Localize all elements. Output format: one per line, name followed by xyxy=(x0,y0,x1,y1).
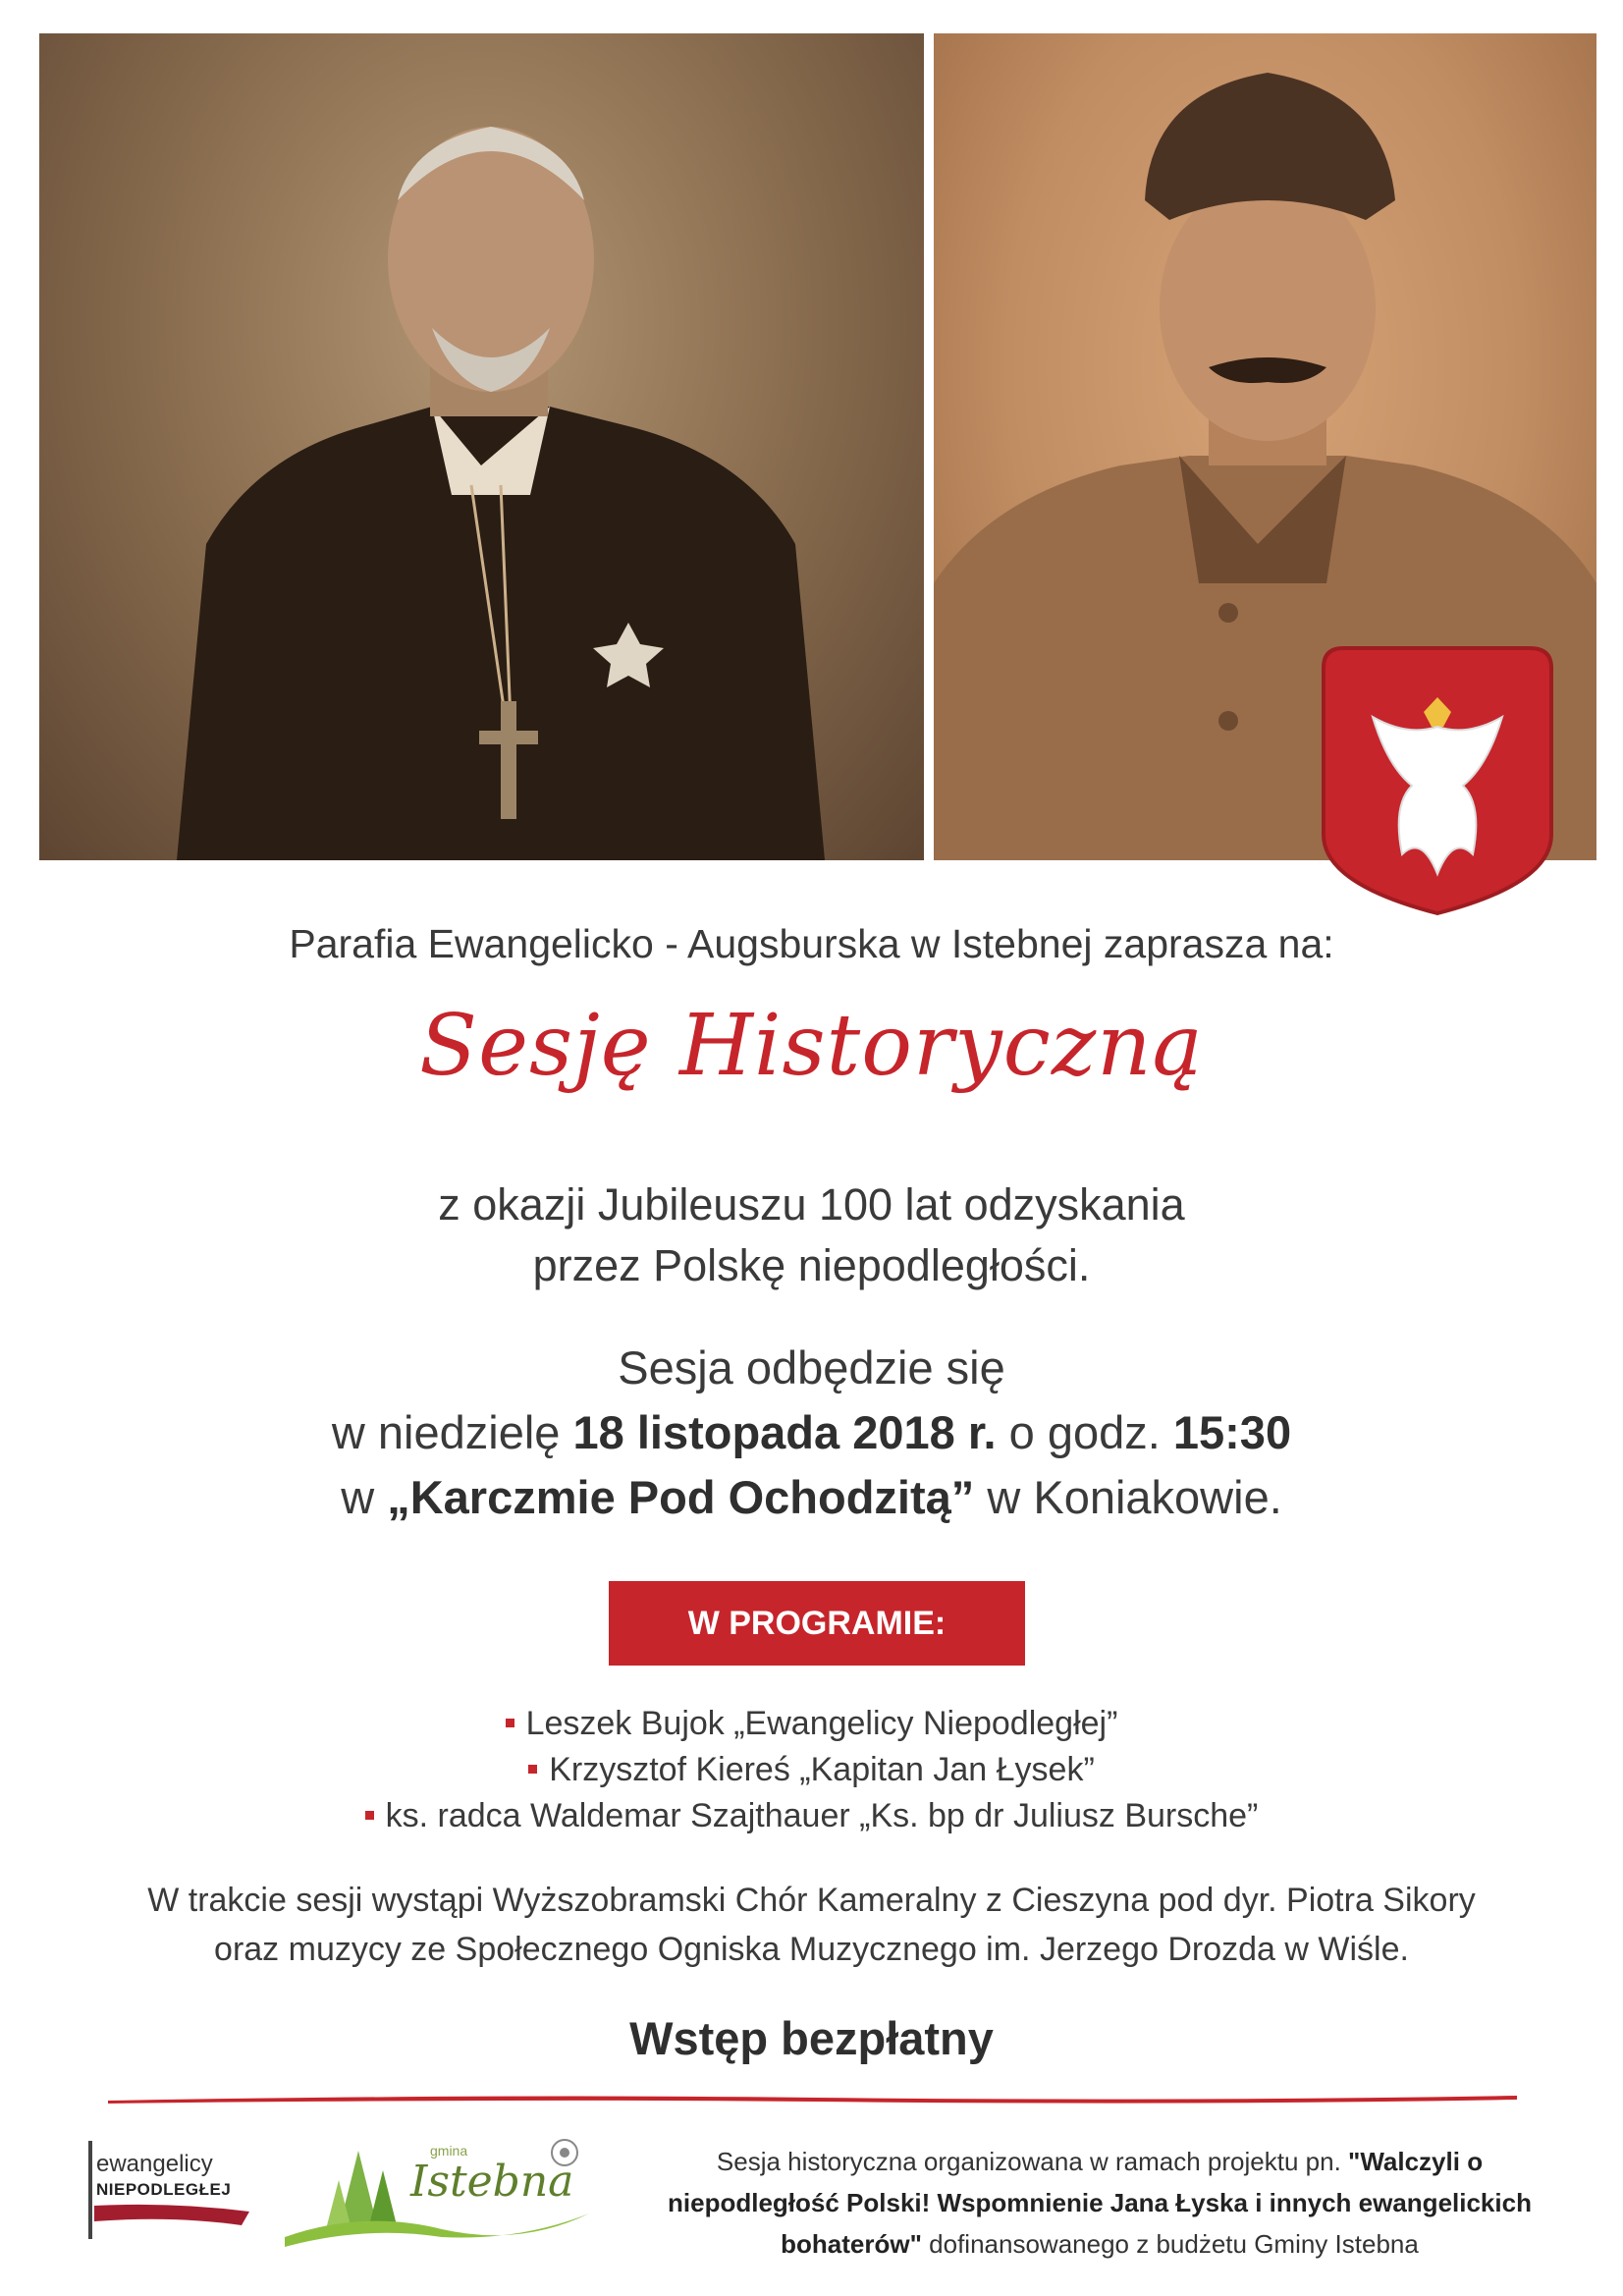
portrait-photo-left xyxy=(39,33,924,860)
bishop-portrait-illustration xyxy=(39,33,924,860)
session-prefix: w niedzielę xyxy=(331,1406,573,1458)
program-heading-badge: W PROGRAMIE: xyxy=(609,1581,1025,1666)
free-entry-text: Wstęp bezpłatny xyxy=(629,2012,994,2064)
choir-line-2: oraz muzycy ze Społecznego Ogniska Muzycznego im. Jerzego Drozda w Wiśle. xyxy=(214,1931,1409,1968)
footer-part-2: dofinansowanego z budżetu Gminy Istebna xyxy=(921,2229,1419,2259)
choir-text xyxy=(0,1876,1623,1974)
logo-ev-line-1: ewangelicy xyxy=(96,2151,213,2177)
page-title: Sesję Historyczną xyxy=(419,997,1204,1095)
program-item-text: Krzysztof Kiereś „Kapitan Jan Łysek” xyxy=(549,1751,1095,1788)
program-item xyxy=(0,1793,1623,1839)
logo-ev-line-2: NIEPODLEGŁEJ xyxy=(96,2180,232,2199)
venue-prefix: w xyxy=(341,1471,388,1523)
occasion-line-2: przez Polskę niepodległości. xyxy=(532,1240,1091,1290)
bullet-icon xyxy=(365,1811,374,1820)
program-list xyxy=(0,1701,1623,1839)
occasion-text xyxy=(0,1175,1623,1296)
polish-eagle-emblem-icon xyxy=(1294,638,1571,923)
session-time: 15:30 xyxy=(1172,1406,1292,1458)
program-item-text: Leszek Bujok „Ewangelicy Niepodległej” xyxy=(525,1705,1118,1742)
program-item xyxy=(0,1747,1623,1793)
session-venue: „Karczmie Pod Ochodzitą” xyxy=(387,1471,975,1523)
footer-project-text xyxy=(648,2141,1551,2265)
footer-part-1: Sesja historyczna organizowana w ramach projektu pn. xyxy=(716,2147,1349,2176)
footer-project-name: "Walczyli o niepodległość Polski! Wspomnienie Jana Łyska i innych ewangelickich bohaterów" xyxy=(668,2147,1532,2259)
istebna-small-text: gmina xyxy=(430,2143,468,2159)
logo-bar xyxy=(88,2141,92,2239)
gmina-istebna-logo xyxy=(285,2131,589,2249)
session-date: 18 listopada 2018 r. xyxy=(572,1406,997,1458)
program-item-text: ks. radca Waldemar Szajthauer „Ks. bp dr Juliusz Bursche” xyxy=(385,1797,1259,1834)
ewangelicy-niepodleglej-logo xyxy=(88,2141,255,2239)
session-time-prefix: o godz. xyxy=(996,1406,1173,1458)
session-line-2 xyxy=(0,1400,1623,1465)
istebna-name-text: Istebna xyxy=(410,2157,574,2207)
red-ribbon-icon xyxy=(94,2202,251,2231)
bullet-icon xyxy=(506,1719,514,1727)
venue-suffix: w Koniakowie. xyxy=(974,1471,1282,1523)
red-divider-line xyxy=(108,2092,1517,2105)
choir-line-1: W trakcie sesji wystąpi Wyższobramski Chór Kameralny z Cieszyna pod dyr. Piotra Sikory xyxy=(147,1882,1476,1919)
bullet-icon xyxy=(528,1765,537,1774)
program-item xyxy=(0,1701,1623,1747)
session-line-3 xyxy=(0,1465,1623,1530)
session-line-1: Sesja odbędzie się xyxy=(618,1341,1005,1394)
occasion-line-1: z okazji Jubileuszu 100 lat odzyskania xyxy=(438,1179,1185,1230)
intro-text: Parafia Ewangelicko - Augsburska w Istebnej zaprasza na: xyxy=(289,921,1334,966)
session-details xyxy=(0,1336,1623,1530)
